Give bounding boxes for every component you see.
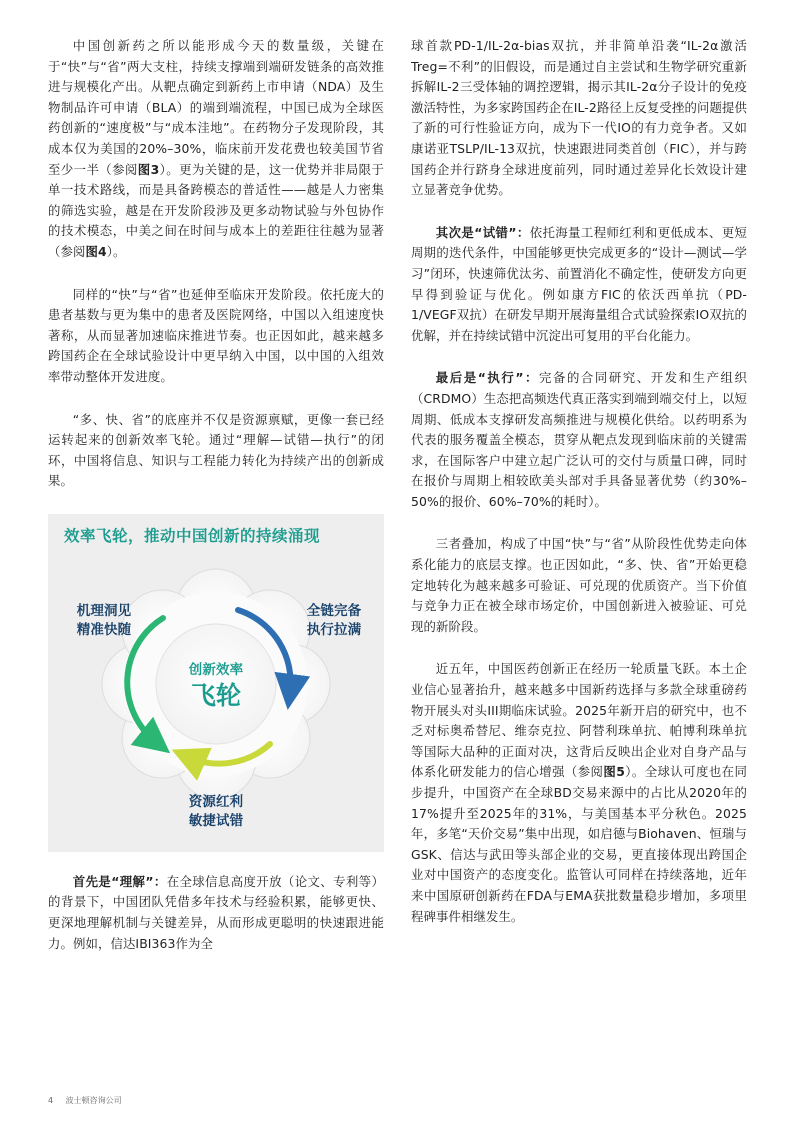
label-line: 敏捷试错 [188, 812, 244, 829]
lead-text: 最后是“执行”： [435, 370, 540, 386]
paragraph-clinical: 同样的“快”与“省”也延伸至临床开发阶段。依托庞大的患者基数与更为集中的患者及医院网络，中国以入组速度快著称，从而显著加速临床推进节奏。也正因如此，越来越多跨国药企在全球试验设计中更早纳入中国，以中国的入组效率带动整体开发进度。 [48, 286, 384, 384]
label-line: 精准快随 [76, 621, 132, 638]
text-run: ）。 [106, 243, 126, 259]
label-understand [58, 602, 150, 640]
paragraph-trial [411, 223, 747, 347]
left-column [48, 36, 384, 976]
flywheel-figure [48, 514, 384, 852]
figure-title: 效率飞轮，推动中国创新的持续涌现 [64, 526, 321, 545]
text-run: 近五年，中国医药创新正在经历一轮质量飞跃。本土企业信心显著抬升，越来越多中国新药选择与多款全球重磅药物开展头对头III期临床试验。2025年新开启的研究中，也不乏对标奥希替尼、维奈克拉、阿替利珠单抗、帕博利珠单抗等国际大品种的正面对决，这背后反映出企业对自身产品与体系化研发能力的信心增强（参阅 [411, 661, 747, 780]
text-run: ）。全球认可度也在同步提升，中国资产在全球BD交易来源中的占比从2020年的17%提升至2025年的31%，与美国基本平分秋色。2025年，多笔“天价交易”集中出现，如启德与Biohaven、恒瑞与GSK、信达与武田等头部企业的交易，更直接体现出跨国企业对中国资产的态度变化。监管认可同样在持续落地，近年来中国原研创新药在FDA与EMA获批数量稳步增加，多项里程碑事件相继发生。 [411, 764, 747, 924]
paragraph-combined: 三者叠加，构成了中国“快”与“省”从阶段性优势走向体系化能力的底层支撑。也正因如此，“多、快、省”开始更稳定地转化为越来越多可验证、可兑现的优质资产。当下价值与竞争力正在被全球市场定价，中国创新进入被验证、可兑现的新阶段。 [411, 536, 747, 634]
text-run: 依托海量工程师红利和更低成本、更短周期的迭代条件，中国能够更快完成更多的“设计—测试—学习”闭环，快速筛优汰劣、前置消化不确定性，使研发方向更早得到验证与优化。例如康方FIC的依沃西单抗（PD-1/VEGF双抗）在研发早期开展海量组合式试验探索IO双抗的优解，并在持续试错中沉淀出可复用的平台化能力。 [411, 224, 747, 343]
paragraph-continued: 球首款PD-1/IL-2α-bias双抗，并非简单沿袭“IL-2α激活Treg=不利”的旧假设，而是通过自主尝试和生物学研究重新拆解IL-2三受体轴的调控逻辑，揭示其IL-2α分子设计的免疫激活特性，为多家跨国药企在IL-2路径上反复受挫的问题提供了新的可行性验证方向，成为下一代IO的有力竞争者。又如康诺亚TSLP/IL-13双抗，快速跟进同类首创（FIC），并与跨国药企并行跻身全球进度前列，同时通过差异化长效设计建立显著竞争优势。 [411, 38, 747, 198]
center-label-line1: 创新效率 [188, 661, 244, 678]
page-number: 4 [48, 1096, 54, 1105]
label-execute [288, 602, 380, 640]
paragraph-speed-cost [48, 36, 384, 263]
label-line: 机理洞见 [76, 602, 132, 619]
paragraph-understand [48, 872, 384, 954]
text-run: ）。更为关键的是，这一优势并非局限于单一技术路线，而是具备跨模态的普适性——越是人力密集的筛选实验，越是在开发阶段涉及更多动物试验与外包协作的技术模态，中美之间在时间与成本上的差距往往越为显著（参阅 [48, 161, 384, 259]
figure-ref[interactable]: 图3 [137, 161, 160, 177]
footer-org: 波士顿咨询公司 [65, 1096, 122, 1105]
figure-ref[interactable]: 图4 [85, 243, 107, 259]
text-run: 完备的合同研究、开发和生产组织（CRDMO）生态把高频迭代真正落实到端到端交付上，以短周期、低成本支撑研发高频推进与规模化供给。以药明系为代表的服务覆盖全模态，贯穿从靶点发现到临床前的关键需求，在国际客户中建立起广泛认可的交付与质量口碑，同时在报价与周期上相较欧美头部对手具备显著优势（约30%–50%的报价、60%–70%的耗时）。 [411, 370, 747, 509]
label-line: 全链完备 [306, 602, 362, 619]
page-footer [48, 1095, 132, 1106]
label-line: 执行拉满 [306, 621, 362, 638]
text-run: 在全球信息高度开放（论文、专利等）的背景下，中国团队凭借多年技术与经验积累，能够更快、更深地理解机制与关键差异，从而形成更聪明的快速跟进能力。例如，信达IBI363作为全 [48, 873, 384, 951]
right-column [411, 36, 747, 949]
paragraph-quality-leap [411, 659, 747, 927]
center-label-line2: 飞轮 [190, 680, 242, 710]
label-line: 资源红利 [188, 793, 244, 810]
paragraph-execute [411, 368, 747, 512]
text-run: 中国创新药之所以能形成今天的数量级，关键在于“快”与“省”两大支柱，持续支撑端到端研发链条的高效推进与规模化产出。从靶点确定到新药上市申请（NDA）及生物制品许可申请（BLA）的端到端流程，中国已成为全球医药创新的“速度极”与“成本洼地”。在药物分子发现阶段，其成本仅为美国的20%–30%，临床前开发花费也较美国节省至少一半（参阅 [48, 38, 384, 177]
label-trial [170, 793, 262, 831]
center-label [161, 661, 271, 712]
figure-ref[interactable]: 图5 [603, 764, 625, 780]
lead-text: 首先是“理解”： [72, 873, 167, 889]
paragraph-flywheel-intro: “多、快、省”的底座并不仅是资源禀赋，更像一套已经运转起来的创新效率飞轮。通过“理解—试错—执行”的闭环，中国将信息、知识与工程能力转化为持续产出的创新成果。 [48, 411, 384, 489]
lead-text: 其次是“试错”： [435, 224, 530, 240]
